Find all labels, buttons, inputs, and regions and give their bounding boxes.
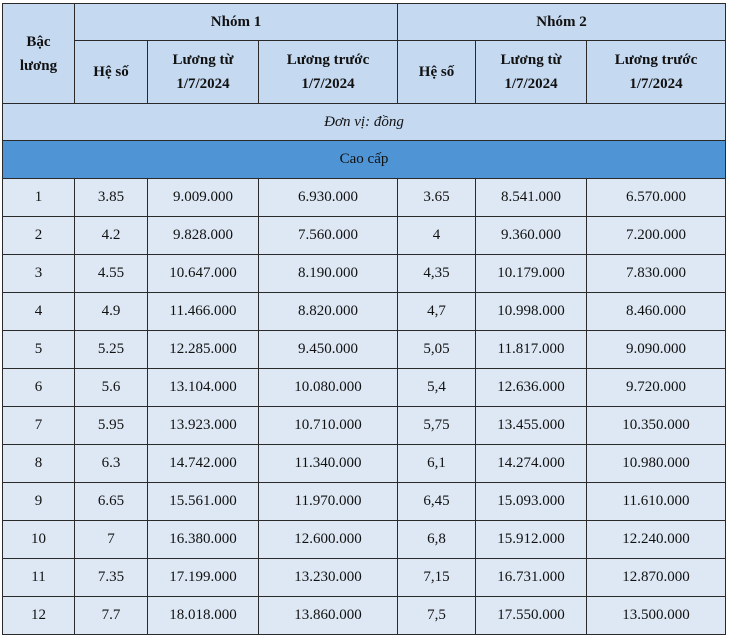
grade-cell: 5 (3, 331, 75, 369)
group1-coef-header: Hệ số (75, 41, 148, 104)
group2-coef-cell: 6,8 (398, 521, 476, 559)
grade-cell: 8 (3, 445, 75, 483)
grade-cell: 9 (3, 483, 75, 521)
group1-coef-cell: 6.65 (75, 483, 148, 521)
group1-salary-before-cell: 10.710.000 (259, 407, 398, 445)
table-row (3, 255, 726, 293)
group1-salary-before-cell: 7.560.000 (259, 217, 398, 255)
group2-salary-before-cell: 13.500.000 (587, 597, 726, 635)
grade-cell: 11 (3, 559, 75, 597)
group2-salary-from-header (476, 41, 587, 104)
group1-coef-cell: 4.9 (75, 293, 148, 331)
group2-salary-from-cell: 12.636.000 (476, 369, 587, 407)
group1-coef-cell: 5.25 (75, 331, 148, 369)
group2-salary-before-cell: 10.980.000 (587, 445, 726, 483)
group2-coef-cell: 7,5 (398, 597, 476, 635)
group2-coef-cell: 6,45 (398, 483, 476, 521)
table-row (3, 483, 726, 521)
group2-salary-before-cell: 7.200.000 (587, 217, 726, 255)
grade-cell: 4 (3, 293, 75, 331)
unit-note: Đơn vị: đồng (3, 104, 726, 141)
group1-salary-from-cell: 13.104.000 (148, 369, 259, 407)
group1-salary-before-cell: 11.340.000 (259, 445, 398, 483)
grade-column-header (3, 4, 75, 104)
group1-coef-cell: 3.85 (75, 179, 148, 217)
group2-salary-from-cell: 15.912.000 (476, 521, 587, 559)
group1-coef-cell: 7.35 (75, 559, 148, 597)
group2-salary-from-cell: 16.731.000 (476, 559, 587, 597)
table-row (3, 179, 726, 217)
group1-salary-from-cell: 9.009.000 (148, 179, 259, 217)
header-row-columns (3, 41, 726, 104)
table-row (3, 445, 726, 483)
group2-salary-before-cell: 7.830.000 (587, 255, 726, 293)
grade-cell: 7 (3, 407, 75, 445)
salary-before-line1: Lương trước (286, 52, 370, 68)
table-row (3, 559, 726, 597)
salary-table-container (2, 3, 726, 635)
header-row-groups (3, 4, 726, 41)
group1-salary-from-cell: 18.018.000 (148, 597, 259, 635)
group2-coef-cell: 5,05 (398, 331, 476, 369)
group2-salary-from-cell: 14.274.000 (476, 445, 587, 483)
group2-salary-before-cell: 11.610.000 (587, 483, 726, 521)
group1-salary-from-cell: 14.742.000 (148, 445, 259, 483)
salary-before-line1: Lương trước (614, 52, 698, 68)
group1-salary-before-cell: 8.190.000 (259, 255, 398, 293)
salary-before-line2: 1/7/2024 (629, 76, 683, 92)
grade-label-line1: Bậc (26, 33, 51, 50)
group2-salary-from-cell: 15.093.000 (476, 483, 587, 521)
group1-salary-from-cell: 10.647.000 (148, 255, 259, 293)
grade-cell: 6 (3, 369, 75, 407)
group2-salary-from-cell: 10.179.000 (476, 255, 587, 293)
table-row (3, 407, 726, 445)
grade-cell: 1 (3, 179, 75, 217)
group1-salary-before-cell: 13.860.000 (259, 597, 398, 635)
group1-salary-before-cell: 6.930.000 (259, 179, 398, 217)
group1-coef-cell: 5.95 (75, 407, 148, 445)
group2-salary-from-cell: 8.541.000 (476, 179, 587, 217)
group1-salary-from-cell: 13.923.000 (148, 407, 259, 445)
group1-salary-before-cell: 11.970.000 (259, 483, 398, 521)
section-row (3, 141, 726, 179)
group2-coef-cell: 6,1 (398, 445, 476, 483)
table-body (3, 179, 726, 635)
group2-salary-before-cell: 8.460.000 (587, 293, 726, 331)
group1-coef-cell: 7.7 (75, 597, 148, 635)
group2-coef-cell: 5,75 (398, 407, 476, 445)
group2-coef-header: Hệ số (398, 41, 476, 104)
group2-salary-before-cell: 9.720.000 (587, 369, 726, 407)
grade-cell: 2 (3, 217, 75, 255)
group1-coef-cell: 4.55 (75, 255, 148, 293)
group2-salary-from-cell: 17.550.000 (476, 597, 587, 635)
group2-salary-before-cell: 9.090.000 (587, 331, 726, 369)
salary-table (2, 3, 726, 635)
group1-coef-cell: 4.2 (75, 217, 148, 255)
group2-coef-cell: 4,7 (398, 293, 476, 331)
group1-salary-from-cell: 16.380.000 (148, 521, 259, 559)
salary-from-line1: Lương từ (500, 52, 562, 68)
group1-salary-from-cell: 11.466.000 (148, 293, 259, 331)
salary-from-line1: Lương từ (172, 52, 234, 68)
group2-salary-before-cell: 6.570.000 (587, 179, 726, 217)
table-header (3, 4, 726, 179)
group2-coef-cell: 5,4 (398, 369, 476, 407)
group1-salary-from-cell: 9.828.000 (148, 217, 259, 255)
group1-salary-before-cell: 9.450.000 (259, 331, 398, 369)
group1-salary-before-header (259, 41, 398, 104)
group2-coef-cell: 4,35 (398, 255, 476, 293)
group1-coef-cell: 5.6 (75, 369, 148, 407)
table-row (3, 293, 726, 331)
group2-coef-cell: 7,15 (398, 559, 476, 597)
section-title: Cao cấp (3, 141, 726, 179)
group1-salary-from-header (148, 41, 259, 104)
table-row (3, 369, 726, 407)
salary-before-line2: 1/7/2024 (301, 76, 355, 92)
group1-salary-from-cell: 12.285.000 (148, 331, 259, 369)
group2-salary-from-cell: 10.998.000 (476, 293, 587, 331)
group2-salary-before-cell: 12.870.000 (587, 559, 726, 597)
group1-salary-from-cell: 15.561.000 (148, 483, 259, 521)
group2-coef-cell: 3.65 (398, 179, 476, 217)
group2-salary-before-cell: 12.240.000 (587, 521, 726, 559)
salary-from-line2: 1/7/2024 (176, 76, 230, 92)
table-row (3, 217, 726, 255)
group2-salary-from-cell: 11.817.000 (476, 331, 587, 369)
group2-salary-before-header (587, 41, 726, 104)
group1-salary-before-cell: 8.820.000 (259, 293, 398, 331)
group1-salary-from-cell: 17.199.000 (148, 559, 259, 597)
table-row (3, 521, 726, 559)
group2-coef-cell: 4 (398, 217, 476, 255)
group1-salary-before-cell: 12.600.000 (259, 521, 398, 559)
group2-salary-before-cell: 10.350.000 (587, 407, 726, 445)
group2-salary-from-cell: 13.455.000 (476, 407, 587, 445)
table-row (3, 597, 726, 635)
group2-header: Nhóm 2 (398, 4, 726, 41)
unit-row (3, 104, 726, 141)
salary-from-line2: 1/7/2024 (504, 76, 558, 92)
grade-cell: 12 (3, 597, 75, 635)
group1-header: Nhóm 1 (75, 4, 398, 41)
grade-label-line2: lương (19, 57, 58, 74)
grade-cell: 3 (3, 255, 75, 293)
group1-salary-before-cell: 13.230.000 (259, 559, 398, 597)
grade-cell: 10 (3, 521, 75, 559)
group1-salary-before-cell: 10.080.000 (259, 369, 398, 407)
group1-coef-cell: 7 (75, 521, 148, 559)
group2-salary-from-cell: 9.360.000 (476, 217, 587, 255)
table-row (3, 331, 726, 369)
group1-coef-cell: 6.3 (75, 445, 148, 483)
